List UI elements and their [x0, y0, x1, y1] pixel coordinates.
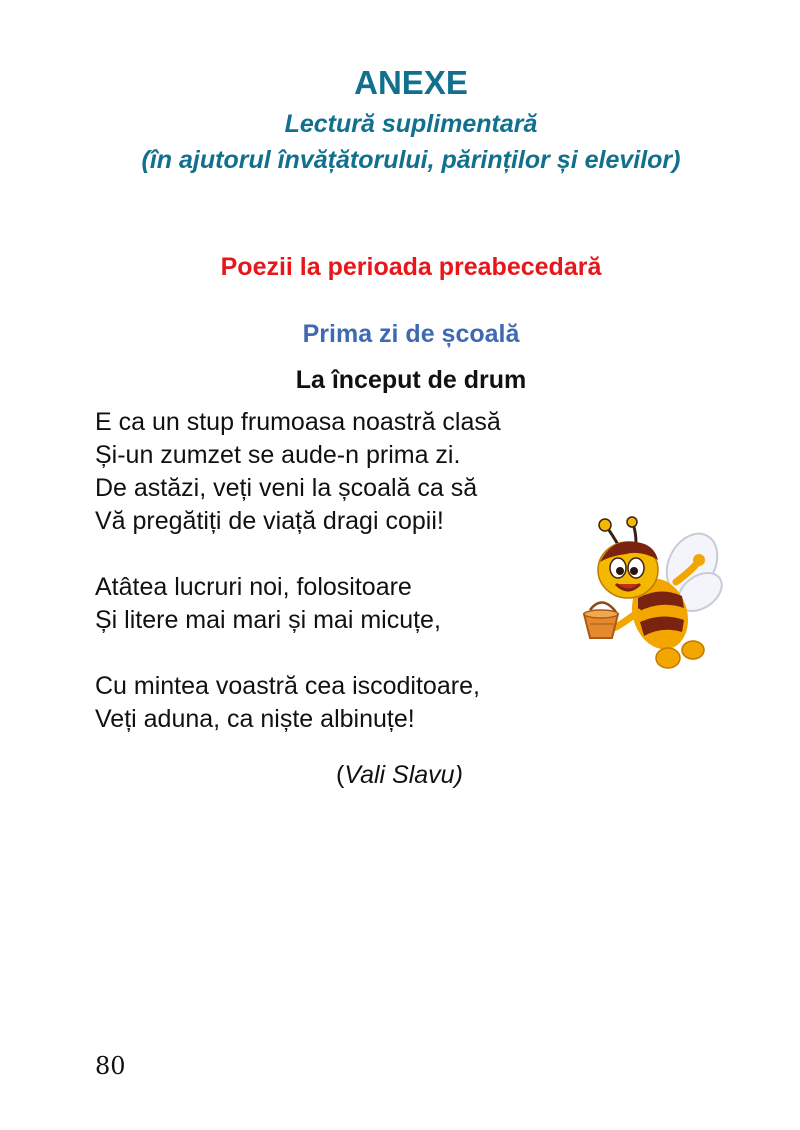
page-title: ANEXE — [354, 64, 468, 101]
bee-with-bucket-icon — [576, 516, 726, 671]
page-number: 80 — [95, 1052, 126, 1080]
author-name: Vali Slavu) — [344, 761, 463, 789]
poem-line: Veți aduna, ca niște albinuțe! — [95, 705, 415, 733]
section-title: Poezii la perioada preabecedară — [220, 253, 602, 281]
subtitle-line-2: (în ajutorul învățătorului, părinților și elevilor) — [141, 146, 681, 174]
poem-line: E ca un stup frumoasa noastră clasă — [95, 408, 501, 436]
stanza — [95, 406, 501, 538]
poem-line: Și litere mai mari și mai micuțe, — [95, 606, 441, 634]
poem-line: De astăzi, veți veni la școală ca să — [95, 474, 478, 502]
poem-line: Vă pregătiți de viață dragi copii! — [95, 507, 444, 535]
poem-line: Și-un zumzet se aude-n prima zi. — [95, 441, 461, 469]
poem-author — [336, 761, 463, 790]
poem-line: Cu mintea voastră cea iscoditoare, — [95, 672, 480, 700]
author-open-paren: ( — [336, 761, 345, 789]
poem-body — [95, 406, 501, 769]
poem-title: La început de drum — [295, 366, 527, 394]
subtitle-line-1: Lectură suplimentară — [284, 110, 538, 138]
poem-line: Atâtea lucruri noi, folositoare — [95, 573, 412, 601]
poem-group-title: Prima zi de școală — [302, 320, 520, 348]
stanza — [95, 670, 501, 736]
stanza — [95, 571, 501, 637]
